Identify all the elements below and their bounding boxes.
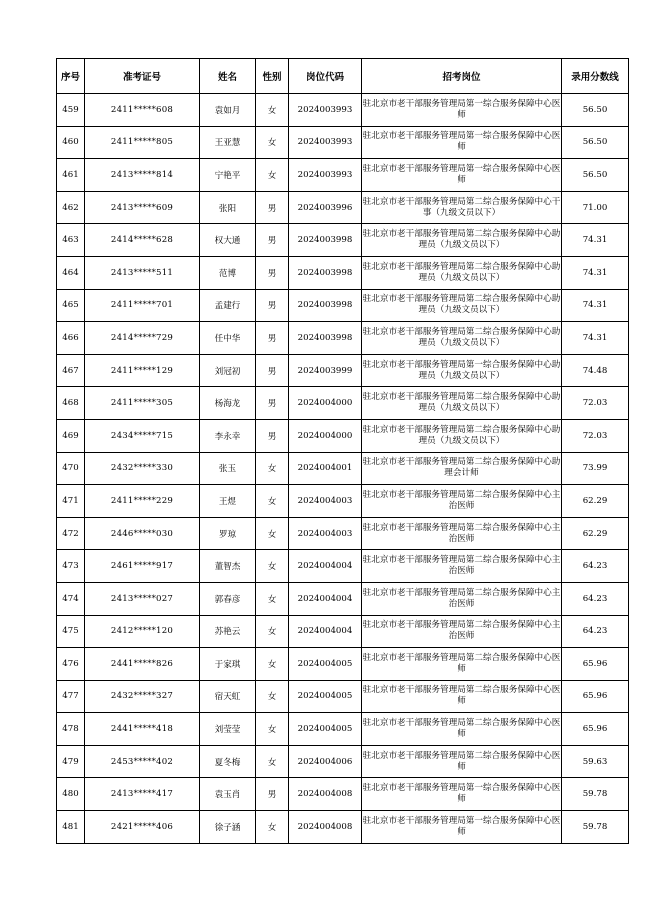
cell-exam-id: 2411*****229	[85, 485, 200, 518]
cell-gender: 女	[256, 582, 289, 615]
table-row	[57, 648, 629, 681]
cell-name: 权大通	[200, 224, 256, 257]
table-row	[57, 289, 629, 322]
cell-seq: 467	[57, 354, 85, 387]
cell-score: 65.96	[562, 713, 629, 746]
cell-score: 73.99	[562, 452, 629, 485]
cell-post: 驻北京市老干部服务管理局第二综合服务保障中心助理员（九级文员以下）	[362, 322, 562, 355]
table-row	[57, 419, 629, 452]
cell-score: 71.00	[562, 191, 629, 224]
cell-score: 72.03	[562, 419, 629, 452]
cell-seq: 476	[57, 648, 85, 681]
cell-post: 驻北京市老干部服务管理局第二综合服务保障中心医师	[362, 680, 562, 713]
cell-post-code: 2024004005	[289, 680, 362, 713]
cell-seq: 459	[57, 94, 85, 127]
cell-post-code: 2024003998	[289, 322, 362, 355]
cell-name: 张阳	[200, 191, 256, 224]
cell-gender: 女	[256, 745, 289, 778]
header-name: 姓名	[200, 59, 256, 94]
cell-post-code: 2024003993	[289, 159, 362, 192]
cell-gender: 女	[256, 713, 289, 746]
cell-post: 驻北京市老干部服务管理局第二综合服务保障中心助理会计师	[362, 452, 562, 485]
cell-score: 74.31	[562, 224, 629, 257]
cell-exam-id: 2413*****417	[85, 778, 200, 811]
table-row	[57, 387, 629, 420]
admission-table	[56, 58, 629, 844]
cell-score: 65.96	[562, 680, 629, 713]
cell-post-code: 2024004005	[289, 648, 362, 681]
cell-score: 74.31	[562, 322, 629, 355]
cell-seq: 466	[57, 322, 85, 355]
cell-exam-id: 2453*****402	[85, 745, 200, 778]
cell-exam-id: 2432*****330	[85, 452, 200, 485]
cell-post-code: 2024003998	[289, 256, 362, 289]
cell-post: 驻北京市老干部服务管理局第二综合服务保障中心医师	[362, 648, 562, 681]
cell-seq: 477	[57, 680, 85, 713]
cell-post-code: 2024004008	[289, 811, 362, 844]
table-row	[57, 224, 629, 257]
table-row	[57, 191, 629, 224]
table-row	[57, 811, 629, 844]
cell-seq: 469	[57, 419, 85, 452]
cell-score: 56.50	[562, 159, 629, 192]
cell-seq: 465	[57, 289, 85, 322]
cell-post-code: 2024004003	[289, 485, 362, 518]
table-row	[57, 745, 629, 778]
cell-exam-id: 2441*****418	[85, 713, 200, 746]
cell-score: 62.29	[562, 517, 629, 550]
cell-post: 驻北京市老干部服务管理局第二综合服务保障中心助理员（九级文员以下）	[362, 256, 562, 289]
cell-post-code: 2024004000	[289, 419, 362, 452]
table-row	[57, 713, 629, 746]
cell-post: 驻北京市老干部服务管理局第二综合服务保障中心主治医师	[362, 582, 562, 615]
cell-gender: 女	[256, 811, 289, 844]
cell-post-code: 2024004008	[289, 778, 362, 811]
cell-score: 62.29	[562, 485, 629, 518]
cell-seq: 468	[57, 387, 85, 420]
cell-gender: 女	[256, 159, 289, 192]
cell-seq: 470	[57, 452, 85, 485]
cell-post-code: 2024003996	[289, 191, 362, 224]
cell-exam-id: 2432*****327	[85, 680, 200, 713]
cell-seq: 463	[57, 224, 85, 257]
cell-score: 59.78	[562, 811, 629, 844]
cell-score: 65.96	[562, 648, 629, 681]
cell-post-code: 2024004004	[289, 615, 362, 648]
cell-post: 驻北京市老干部服务管理局第二综合服务保障中心助理员（九级文员以下）	[362, 387, 562, 420]
cell-score: 59.78	[562, 778, 629, 811]
cell-score: 59.63	[562, 745, 629, 778]
cell-name: 刘莹莹	[200, 713, 256, 746]
cell-score: 72.03	[562, 387, 629, 420]
cell-score: 64.23	[562, 582, 629, 615]
cell-seq: 471	[57, 485, 85, 518]
cell-exam-id: 2434*****715	[85, 419, 200, 452]
cell-post-code: 2024004006	[289, 745, 362, 778]
header-post-code: 岗位代码	[289, 59, 362, 94]
cell-seq: 475	[57, 615, 85, 648]
cell-exam-id: 2413*****609	[85, 191, 200, 224]
cell-score: 74.31	[562, 289, 629, 322]
cell-name: 任中华	[200, 322, 256, 355]
cell-gender: 女	[256, 550, 289, 583]
table-header	[57, 59, 629, 94]
cell-gender: 男	[256, 191, 289, 224]
cell-post: 驻北京市老干部服务管理局第二综合服务保障中心助理员（九级文员以下）	[362, 224, 562, 257]
cell-post-code: 2024004005	[289, 713, 362, 746]
cell-exam-id: 2413*****814	[85, 159, 200, 192]
table-row	[57, 778, 629, 811]
cell-name: 王亚慧	[200, 126, 256, 159]
cell-score: 74.48	[562, 354, 629, 387]
cell-seq: 461	[57, 159, 85, 192]
cell-name: 徐子涵	[200, 811, 256, 844]
cell-name: 王煜	[200, 485, 256, 518]
cell-post-code: 2024004000	[289, 387, 362, 420]
header-gender: 性别	[256, 59, 289, 94]
cell-seq: 481	[57, 811, 85, 844]
cell-name: 宿天虹	[200, 680, 256, 713]
cell-exam-id: 2446*****030	[85, 517, 200, 550]
cell-name: 苏艳云	[200, 615, 256, 648]
header-row	[57, 59, 629, 94]
cell-name: 夏冬梅	[200, 745, 256, 778]
cell-gender: 女	[256, 126, 289, 159]
cell-post-code: 2024004004	[289, 550, 362, 583]
cell-post: 驻北京市老干部服务管理局第一综合服务保障中心医师	[362, 94, 562, 127]
cell-name: 范博	[200, 256, 256, 289]
cell-post-code: 2024004001	[289, 452, 362, 485]
cell-gender: 女	[256, 485, 289, 518]
cell-seq: 480	[57, 778, 85, 811]
cell-seq: 478	[57, 713, 85, 746]
cell-post-code: 2024003999	[289, 354, 362, 387]
cell-name: 李永幸	[200, 419, 256, 452]
cell-gender: 男	[256, 778, 289, 811]
cell-score: 64.23	[562, 550, 629, 583]
cell-gender: 男	[256, 289, 289, 322]
cell-gender: 女	[256, 648, 289, 681]
header-seq: 序号	[57, 59, 85, 94]
cell-post: 驻北京市老干部服务管理局第二综合服务保障中心主治医师	[362, 485, 562, 518]
table-row	[57, 452, 629, 485]
cell-post: 驻北京市老干部服务管理局第一综合服务保障中心医师	[362, 778, 562, 811]
cell-gender: 女	[256, 615, 289, 648]
table-body	[57, 94, 629, 844]
cell-gender: 男	[256, 387, 289, 420]
cell-post: 驻北京市老干部服务管理局第二综合服务保障中心医师	[362, 745, 562, 778]
cell-exam-id: 2461*****917	[85, 550, 200, 583]
cell-exam-id: 2414*****729	[85, 322, 200, 355]
cell-name: 孟建行	[200, 289, 256, 322]
cell-gender: 女	[256, 94, 289, 127]
cell-name: 袁玉肖	[200, 778, 256, 811]
table-row	[57, 354, 629, 387]
cell-seq: 474	[57, 582, 85, 615]
cell-exam-id: 2411*****608	[85, 94, 200, 127]
cell-gender: 女	[256, 517, 289, 550]
cell-post-code: 2024003993	[289, 94, 362, 127]
cell-name: 罗琼	[200, 517, 256, 550]
table-row	[57, 256, 629, 289]
cell-name: 董智杰	[200, 550, 256, 583]
cell-post: 驻北京市老干部服务管理局第二综合服务保障中心干事（九级文员以下）	[362, 191, 562, 224]
cell-post: 驻北京市老干部服务管理局第二综合服务保障中心助理员（九级文员以下）	[362, 289, 562, 322]
cell-post: 驻北京市老干部服务管理局第一综合服务保障中心助理员（九级文员以下）	[362, 354, 562, 387]
header-post: 招考岗位	[362, 59, 562, 94]
cell-post: 驻北京市老干部服务管理局第二综合服务保障中心助理员（九级文员以下）	[362, 419, 562, 452]
cell-exam-id: 2414*****628	[85, 224, 200, 257]
cell-name: 刘冠初	[200, 354, 256, 387]
cell-score: 56.50	[562, 94, 629, 127]
cell-post-code: 2024003998	[289, 224, 362, 257]
cell-gender: 女	[256, 680, 289, 713]
cell-seq: 472	[57, 517, 85, 550]
cell-name: 宁艳平	[200, 159, 256, 192]
table-row	[57, 550, 629, 583]
cell-post-code: 2024004003	[289, 517, 362, 550]
cell-seq: 473	[57, 550, 85, 583]
cell-gender: 男	[256, 224, 289, 257]
cell-exam-id: 2412*****120	[85, 615, 200, 648]
cell-exam-id: 2413*****511	[85, 256, 200, 289]
cell-exam-id: 2411*****305	[85, 387, 200, 420]
cell-gender: 男	[256, 322, 289, 355]
cell-post: 驻北京市老干部服务管理局第二综合服务保障中心主治医师	[362, 517, 562, 550]
header-score: 录用分数线	[562, 59, 629, 94]
cell-gender: 男	[256, 419, 289, 452]
cell-post: 驻北京市老干部服务管理局第一综合服务保障中心医师	[362, 811, 562, 844]
header-exam-id: 准考证号	[85, 59, 200, 94]
table-row	[57, 680, 629, 713]
cell-post-code: 2024003998	[289, 289, 362, 322]
cell-post-code: 2024004004	[289, 582, 362, 615]
table-row	[57, 582, 629, 615]
cell-score: 64.23	[562, 615, 629, 648]
cell-gender: 男	[256, 354, 289, 387]
cell-gender: 男	[256, 256, 289, 289]
table-row	[57, 159, 629, 192]
cell-name: 袁如月	[200, 94, 256, 127]
cell-score: 56.50	[562, 126, 629, 159]
cell-exam-id: 2441*****826	[85, 648, 200, 681]
cell-exam-id: 2411*****701	[85, 289, 200, 322]
cell-seq: 462	[57, 191, 85, 224]
table-row	[57, 485, 629, 518]
cell-exam-id: 2411*****805	[85, 126, 200, 159]
cell-exam-id: 2421*****406	[85, 811, 200, 844]
table-row	[57, 517, 629, 550]
table-row	[57, 615, 629, 648]
cell-name: 杨海龙	[200, 387, 256, 420]
cell-name: 于家琪	[200, 648, 256, 681]
table-row	[57, 126, 629, 159]
cell-score: 74.31	[562, 256, 629, 289]
cell-post: 驻北京市老干部服务管理局第一综合服务保障中心医师	[362, 126, 562, 159]
cell-exam-id: 2413*****027	[85, 582, 200, 615]
cell-exam-id: 2411*****129	[85, 354, 200, 387]
cell-gender: 女	[256, 452, 289, 485]
table-row	[57, 94, 629, 127]
cell-name: 张玉	[200, 452, 256, 485]
cell-post-code: 2024003993	[289, 126, 362, 159]
table-row	[57, 322, 629, 355]
cell-seq: 479	[57, 745, 85, 778]
cell-post: 驻北京市老干部服务管理局第二综合服务保障中心主治医师	[362, 550, 562, 583]
cell-post: 驻北京市老干部服务管理局第二综合服务保障中心主治医师	[362, 615, 562, 648]
cell-name: 郭春彦	[200, 582, 256, 615]
cell-post: 驻北京市老干部服务管理局第二综合服务保障中心医师	[362, 713, 562, 746]
cell-seq: 464	[57, 256, 85, 289]
cell-post: 驻北京市老干部服务管理局第一综合服务保障中心医师	[362, 159, 562, 192]
cell-seq: 460	[57, 126, 85, 159]
